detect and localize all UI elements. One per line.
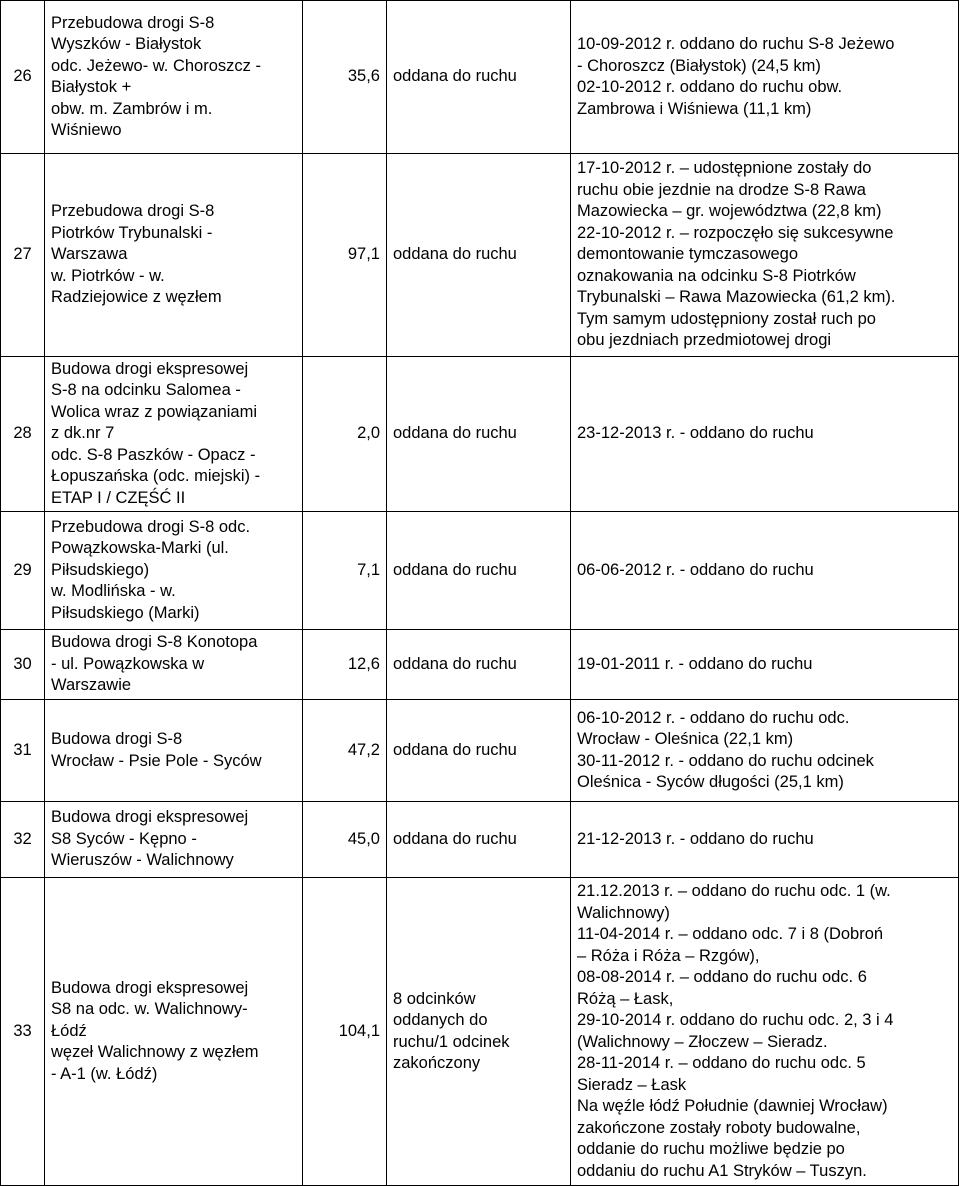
notes-line: 30-11-2012 r. - oddano do ruchu odcinek — [577, 751, 874, 770]
status-text: oddana do ruchu — [393, 829, 517, 848]
notes-line: Wrocław - Oleśnica (22,1 km) — [577, 730, 794, 748]
length-km-cell — [303, 154, 387, 357]
notes-line: 28-11-2014 r. – oddano do ruchu odc. 5 — [577, 1054, 866, 1072]
notes-line: Mazowiecka – gr. województwa (22,8 km) — [577, 202, 882, 221]
project-name-cell — [45, 802, 303, 878]
row-number: 33 — [13, 1021, 32, 1040]
notes-line: Tym samym udostępniony został ruch po — [577, 309, 876, 328]
notes-line: obu jezdniach przedmiotowej drogi — [577, 331, 832, 350]
project-name-line: S8 na odc. w. Walichnowy- — [51, 1000, 248, 1019]
notes-line: 21-12-2013 r. - oddano do ruchu — [577, 829, 814, 848]
project-name-line: Wrocław - Psie Pole - Syców — [51, 751, 262, 770]
project-name-line: Budowa drogi S-8 Konotopa — [51, 633, 258, 652]
status-cell — [387, 700, 571, 802]
table-row — [1, 154, 959, 357]
row-number-cell — [1, 154, 45, 357]
status-text: ruchu/1 odcinek — [393, 1032, 510, 1051]
notes-line: Walichnowy) — [577, 903, 670, 922]
project-name-line: Łódź — [51, 1021, 87, 1040]
notes-line: 08-08-2014 r. – oddano do ruchu odc. 6 — [577, 968, 867, 986]
notes-line: 06-10-2012 r. - oddano do ruchu odc. — [577, 708, 850, 727]
project-name-cell — [45, 1, 303, 154]
project-name-line: Budowa drogi ekspresowej — [51, 978, 249, 997]
notes-line: oddanie do ruchu możliwe będzie po — [577, 1140, 845, 1158]
row-number: 31 — [13, 740, 32, 759]
project-name-line: Budowa drogi ekspresowej — [51, 359, 249, 378]
table-row — [1, 802, 959, 878]
notes-cell — [571, 154, 959, 357]
project-name-cell — [45, 630, 303, 700]
length-km-cell — [303, 630, 387, 700]
notes-line: ruchu obie jezdnie na drodze S-8 Rawa — [577, 180, 866, 199]
notes-line: Sieradz – Łask — [577, 1075, 687, 1094]
project-name-cell — [45, 512, 303, 630]
row-number-cell — [1, 700, 45, 802]
status-cell — [387, 154, 571, 357]
row-number-cell — [1, 1, 45, 154]
notes-line: oddaniu do ruchu A1 Stryków – Tuszyn. — [577, 1161, 867, 1180]
project-name-line: Budowa drogi ekspresowej — [51, 808, 249, 827]
notes-cell — [571, 630, 959, 700]
notes-line: – Róża i Róża – Rzgów), — [577, 946, 760, 965]
project-name-line: ETAP I / CZĘŚĆ II — [51, 488, 186, 507]
notes-line: Oleśnica - Syców długości (25,1 km) — [577, 773, 844, 791]
length-km-cell — [303, 357, 387, 512]
table-row — [1, 357, 959, 512]
status-text: oddana do ruchu — [393, 560, 517, 579]
project-name-line: Wyszków - Białystok — [51, 35, 202, 53]
project-name-line: z dk.nr 7 — [51, 424, 115, 443]
row-number-cell — [1, 357, 45, 512]
notes-cell — [571, 700, 959, 802]
length-km: 45,0 — [347, 829, 380, 848]
table-row — [1, 630, 959, 700]
notes-line: Zambrowa i Wiśniewa (11,1 km) — [577, 99, 812, 118]
length-km: 7,1 — [357, 560, 380, 579]
row-number-cell — [1, 630, 45, 700]
row-number: 32 — [13, 829, 32, 848]
row-number-cell — [1, 802, 45, 878]
notes-line: Trybunalski – Rawa Mazowiecka (61,2 km). — [577, 288, 896, 307]
notes-cell — [571, 512, 959, 630]
table-row — [1, 512, 959, 630]
status-text: 8 odcinków — [393, 989, 476, 1008]
table-row — [1, 878, 959, 1186]
project-name-line: Piłsudskiego) — [51, 560, 150, 579]
project-name-cell — [45, 700, 303, 802]
notes-line: 19-01-2011 r. - oddano do ruchu — [577, 654, 813, 673]
notes-cell — [571, 357, 959, 512]
notes-line: Różą – Łask, — [577, 989, 674, 1008]
project-name-line: S8 Syców - Kępno - — [51, 829, 197, 848]
project-name-line: Białystok + — [51, 78, 132, 96]
row-number: 26 — [13, 67, 32, 86]
length-km: 104,1 — [338, 1021, 380, 1040]
status-cell — [387, 802, 571, 878]
project-name-line: Wieruszów - Walichnowy — [51, 851, 234, 870]
notes-line: 02-10-2012 r. oddano do ruchu obw. — [577, 78, 843, 96]
notes-line: 21.12.2013 r. – oddano do ruchu odc. 1 (w. — [577, 882, 891, 900]
table-row — [1, 1, 959, 154]
status-text: oddana do ruchu — [393, 245, 517, 264]
project-name-line: - A-1 (w. Łódź) — [51, 1064, 158, 1083]
project-name-line: Radziejowice z węzłem — [51, 288, 222, 307]
project-name-line: Powązkowska-Marki (ul. — [51, 539, 229, 558]
status-text: zakończony — [393, 1054, 481, 1072]
notes-line: 10-09-2012 r. oddano do ruchu S-8 Jeżewo — [577, 35, 895, 53]
project-name-line: w. Modlińska - w. — [51, 582, 176, 601]
length-km: 35,6 — [347, 67, 380, 86]
notes-line: 22-10-2012 r. – rozpoczęło się sukcesywne — [577, 223, 894, 242]
status-text: oddana do ruchu — [393, 740, 517, 759]
notes-line: Na węźle łódź Południe (dawniej Wrocław) — [577, 1097, 888, 1115]
project-name-line: w. Piotrków - w. — [51, 266, 165, 285]
project-name-line: Warszawie — [51, 676, 132, 695]
status-cell — [387, 878, 571, 1186]
project-name-line: S-8 na odcinku Salomea - — [51, 381, 241, 400]
length-km-cell — [303, 512, 387, 630]
project-name-line: Łopuszańska (odc. miejski) - — [51, 467, 261, 486]
notes-line: 23-12-2013 r. - oddano do ruchu — [577, 424, 814, 443]
notes-line: 29-10-2014 r. oddano do ruchu odc. 2, 3 i 4 — [577, 1011, 894, 1029]
project-name-line: Wiśniewo — [51, 121, 122, 139]
length-km-cell — [303, 878, 387, 1186]
length-km: 12,6 — [347, 654, 380, 673]
project-name-line: Budowa drogi S-8 — [51, 730, 183, 748]
notes-cell — [571, 802, 959, 878]
status-cell — [387, 512, 571, 630]
notes-line: (Walichnowy – Złoczew – Sieradz. — [577, 1032, 828, 1051]
notes-line: 17-10-2012 r. – udostępnione zostały do — [577, 159, 872, 178]
length-km: 47,2 — [347, 740, 380, 759]
project-name-line: odc. S-8 Paszków - Opacz - — [51, 445, 256, 464]
status-text: oddana do ruchu — [393, 67, 517, 86]
status-cell — [387, 1, 571, 154]
length-km: 2,0 — [357, 424, 380, 443]
notes-line: demontowanie tymczasowego — [577, 245, 799, 264]
row-number: 27 — [13, 245, 32, 264]
notes-line: zakończone zostały roboty budowalne, — [577, 1118, 861, 1137]
project-name-line: odc. Jeżewo- w. Choroszcz - — [51, 56, 261, 75]
length-km-cell — [303, 1, 387, 154]
project-name-line: węzeł Walichnowy z węzłem — [51, 1043, 259, 1062]
project-name-line: Wolica wraz z powiązaniami — [51, 402, 258, 421]
project-name-line: Piotrków Trybunalski - — [51, 223, 213, 242]
project-name-line: Warszawa — [51, 245, 128, 264]
row-number: 28 — [13, 424, 32, 443]
project-name-line: Przebudowa drogi S-8 — [51, 13, 215, 32]
status-text: oddana do ruchu — [393, 654, 517, 673]
notes-cell — [571, 1, 959, 154]
status-text: oddana do ruchu — [393, 424, 517, 443]
table-row — [1, 700, 959, 802]
row-number: 29 — [13, 560, 32, 579]
project-name-line: Przebudowa drogi S-8 — [51, 202, 215, 221]
project-name-line: - ul. Powązkowska w — [51, 654, 205, 673]
notes-cell — [571, 878, 959, 1186]
status-text: oddanych do — [393, 1011, 488, 1029]
notes-line: 06-06-2012 r. - oddano do ruchu — [577, 560, 814, 579]
notes-line: oznakowania na odcinku S-8 Piotrków — [577, 266, 856, 285]
project-name-line: Piłsudskiego (Marki) — [51, 603, 200, 622]
length-km-cell — [303, 700, 387, 802]
row-number-cell — [1, 878, 45, 1186]
status-cell — [387, 630, 571, 700]
project-name-cell — [45, 878, 303, 1186]
project-name-cell — [45, 154, 303, 357]
notes-line: - Choroszcz (Białystok) (24,5 km) — [577, 56, 821, 75]
length-km: 97,1 — [347, 245, 380, 264]
project-name-cell — [45, 357, 303, 512]
row-number: 30 — [13, 654, 32, 673]
length-km-cell — [303, 802, 387, 878]
notes-line: 11-04-2014 r. – oddano odc. 7 i 8 (Dobroń — [577, 925, 884, 943]
status-cell — [387, 357, 571, 512]
project-name-line: obw. m. Zambrów i m. — [51, 99, 213, 118]
row-number-cell — [1, 512, 45, 630]
project-name-line: Przebudowa drogi S-8 odc. — [51, 517, 251, 536]
